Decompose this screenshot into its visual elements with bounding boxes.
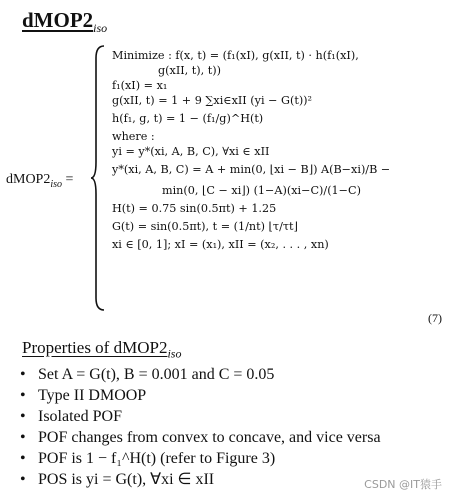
watermark: CSDN @IT猿手 (364, 478, 442, 491)
equation-lhs-equals: = (62, 172, 74, 187)
list-item (20, 469, 381, 490)
curly-brace (90, 44, 106, 312)
equation-line-7: yi = y*(xi, A, B, C), ∀xi ∈ xII (112, 145, 270, 158)
properties-list (20, 364, 381, 490)
equation-line-4: g(xII, t) = 1 + 9 ∑xi∈xII (yi − G(t))² (112, 94, 313, 107)
bullet: • (20, 408, 26, 425)
equation-line-5: h(f₁, g, t) = 1 − (f₁/g)^H(t) (112, 112, 264, 125)
equation-number: (7) (428, 311, 442, 325)
paper-title (22, 8, 107, 36)
equation-lhs (6, 172, 73, 190)
property-text: POS is yi = G(t), ∀xi ∈ xII (38, 471, 215, 488)
title-subscript: iso (93, 21, 108, 36)
properties-heading (22, 338, 181, 361)
list-item (20, 448, 381, 469)
equation-line-12: xi ∈ [0, 1]; xI = (x₁), xII = (x₂, . . . , xn) (112, 238, 329, 251)
bullet: • (20, 387, 26, 404)
equation-line-10: H(t) = 0.75 sin(0.5πt) + 1.25 (112, 202, 277, 215)
title-main: dMOP2 (22, 8, 94, 32)
equation-system (112, 48, 446, 252)
equation-lhs-main: dMOP2 (6, 172, 51, 187)
properties-heading-subscript: iso (167, 346, 182, 361)
equation-lhs-subscript: iso (50, 178, 63, 190)
equation-line-1: Minimize : f(x, t) = (f₁(xI), g(xII, t) · h(f₁(xI), (112, 49, 359, 62)
list-item (20, 406, 381, 427)
list-item (20, 427, 381, 448)
equation-line-8: y*(xi, A, B, C) = A + min(0, ⌊xi − B⌋) A(B−xi)/B − (112, 163, 391, 176)
bullet: • (20, 366, 26, 383)
equation-line-11: G(t) = sin(0.5πt), t = (1/nt) ⌊τ/τt⌋ (112, 220, 298, 233)
equation-line-2: g(xII, t), t)) (158, 64, 221, 77)
bullet: • (20, 450, 26, 467)
bullet: • (20, 429, 26, 446)
property-text: Set A = G(t), B = 0.001 and C = 0.05 (38, 366, 275, 383)
property-text: POF changes from convex to concave, and vice versa (38, 429, 381, 446)
properties-heading-main: Properties of dMOP2 (22, 338, 168, 357)
equation-line-3: f₁(xI) = x₁ (112, 79, 168, 92)
equation-line-9: min(0, ⌊C − xi⌋) (1−A)(xi−C)/(1−C) (162, 184, 361, 197)
list-item (20, 385, 381, 406)
property-text: Isolated POF (38, 408, 122, 425)
bullet: • (20, 471, 26, 488)
list-item (20, 364, 381, 385)
property-text: Type II DMOOP (38, 387, 147, 404)
property-text: POF is 1 − f₁^H(t) (refer to Figure 3) (38, 450, 276, 467)
equation-line-6: where : (112, 130, 155, 143)
